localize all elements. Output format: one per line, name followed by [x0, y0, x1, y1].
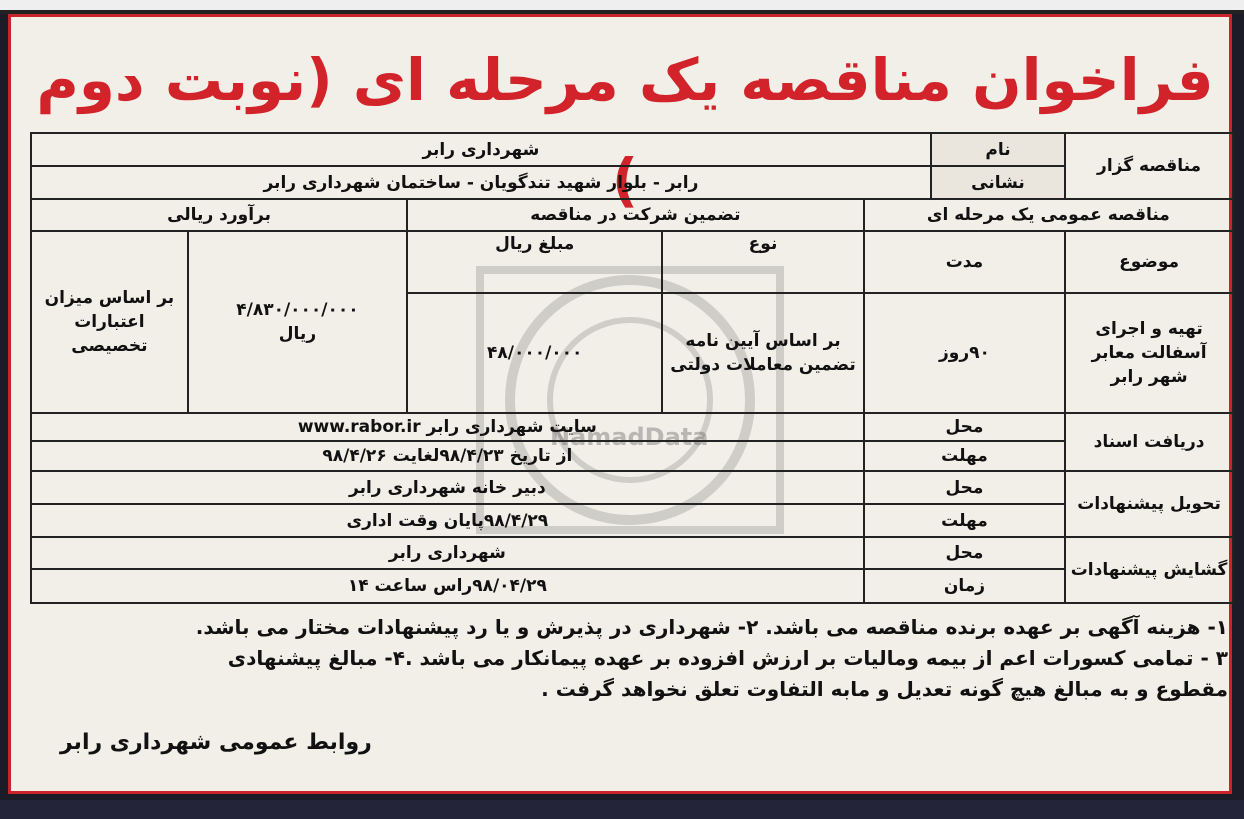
notes: [60, 612, 1228, 705]
delivery-deadline-label: مهلت: [864, 504, 1065, 537]
kind-value: بر اساس آیین نامه تضمین معاملات دولتی: [662, 293, 863, 413]
subject-value: تهیه و اجرای آسفالت معابر شهر رابر: [1065, 293, 1233, 413]
estimate-cell: [188, 231, 407, 413]
name-label: نام: [931, 133, 1065, 166]
signature: روابط عمومی شهرداری رابر: [60, 730, 372, 755]
subject-label: موضوع: [1065, 231, 1233, 293]
opening-time-value: ۹۸/۰۴/۲۹راس ساعت ۱۴: [31, 569, 864, 603]
name-value: شهرداری رابر: [31, 133, 931, 166]
note-line-1: ۱- هزینه آگهی بر عهده برنده مناقصه می باشد. ۲- شهرداری در پذیرش و یا رد پیشنهادات مختار می باشد.: [195, 615, 1228, 639]
note-line-3: مقطوع و به مبالغ هیچ گونه تعدیل و مابه التفاوت تعلق نخواهد گرفت .: [541, 677, 1228, 701]
opening-header: گشایش پیشنهادات: [1065, 537, 1233, 603]
watermark-text: NamadData: [550, 423, 709, 451]
ad-title: فراخوان مناقصه یک مرحله ای (نوبت دوم ): [36, 46, 1214, 214]
tender-holder-header: مناقصه گزار: [1065, 133, 1233, 199]
amount-label: مبلغ ریال: [407, 231, 662, 293]
delivery-place-value: دبیر خانه شهرداری رابر: [31, 471, 864, 504]
estimate-value: ۴/۸۳۰/۰۰۰/۰۰۰: [236, 300, 359, 320]
guarantee-header: تضمین شرکت در مناقصه: [407, 199, 864, 231]
delivery-deadline-value: ۹۸/۴/۲۹پایان وقت اداری: [31, 504, 864, 537]
estimate-header: برآورد ریالی: [31, 199, 407, 231]
documents-place-label: محل: [864, 413, 1065, 441]
address-value: رابر - بلوار شهید تندگویان - ساختمان شهرداری رابر: [31, 166, 931, 199]
bottom-bar: [0, 800, 1244, 819]
duration-label: مدت: [864, 231, 1065, 293]
tender-table: [30, 132, 1234, 604]
funding-value: بر اساس میزان اعتبارات تخصیصی: [31, 231, 188, 413]
kind-label: نوع: [662, 231, 863, 293]
duration-value: ۹۰روز: [864, 293, 1065, 413]
address-label: نشانی: [931, 166, 1065, 199]
tender-type: مناقصه عمومی یک مرحله ای: [864, 199, 1233, 231]
delivery-header: تحویل پیشنهادات: [1065, 471, 1233, 537]
estimate-unit: ریال: [278, 324, 317, 344]
note-line-2: ۳ - تمامی کسورات اعم از بیمه ومالیات بر ارزش افزوده بر عهده پیمانکار می باشد .۴- مبالغ پیشنهادی: [227, 646, 1228, 670]
amount-value: ۴۸/۰۰۰/۰۰۰: [407, 293, 662, 413]
opening-place-label: محل: [864, 537, 1065, 569]
documents-place-value: سایت شهرداری رابر www.rabor.ir: [31, 413, 864, 441]
documents-deadline-value: از تاریخ ۹۸/۴/۲۳لغایت ۹۸/۴/۲۶: [31, 441, 864, 471]
documents-deadline-label: مهلت: [864, 441, 1065, 471]
opening-place-value: شهرداری رابر: [31, 537, 864, 569]
delivery-place-label: محل: [864, 471, 1065, 504]
documents-header: دریافت اسناد: [1065, 413, 1233, 471]
opening-time-label: زمان: [864, 569, 1065, 603]
